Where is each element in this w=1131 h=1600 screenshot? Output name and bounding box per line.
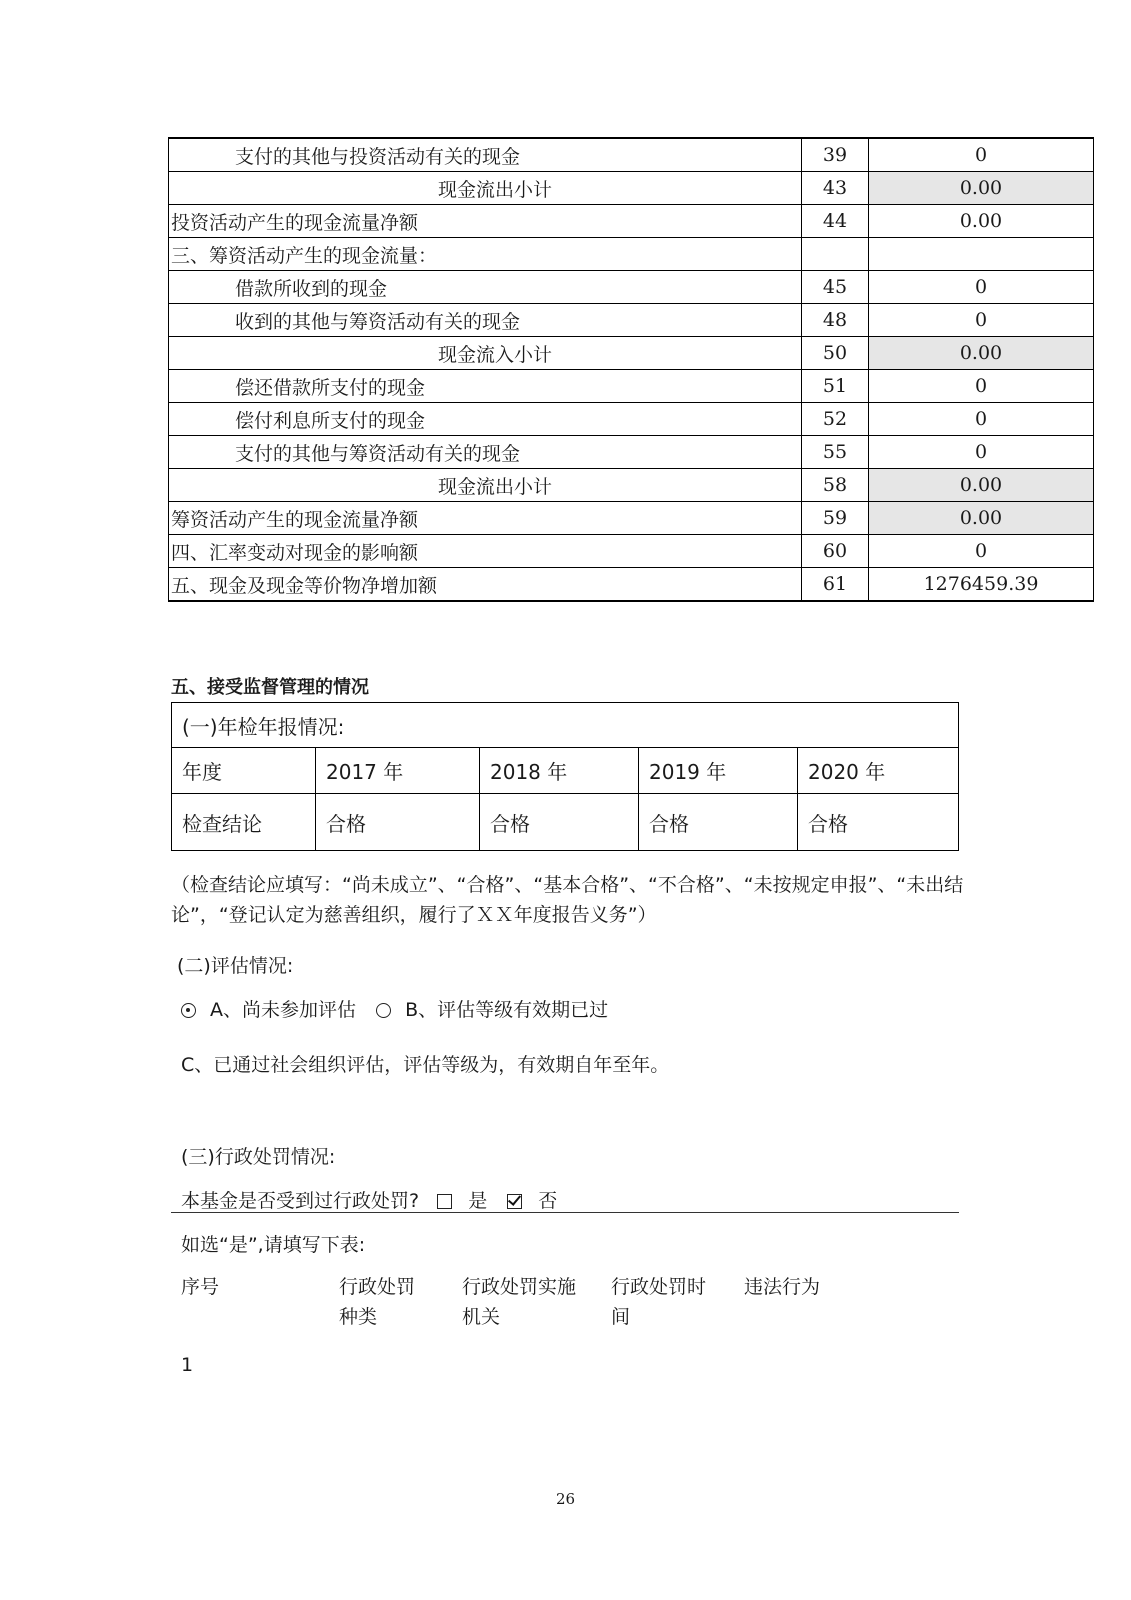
- cash-flow-amount: 0.00: [869, 172, 1094, 205]
- no-checkbox-icon[interactable]: [507, 1194, 522, 1209]
- cash-flow-row: [169, 568, 1094, 602]
- penalty-col-header: [462, 1272, 576, 1332]
- cash-flow-amount: 0: [869, 535, 1094, 568]
- cash-flow-amount: 0: [869, 304, 1094, 337]
- cash-flow-line-number: 43: [802, 172, 869, 205]
- option-a-label: A、尚未参加评估: [210, 999, 357, 1021]
- cash-flow-amount: 0.00: [869, 469, 1094, 502]
- cash-flow-row: [169, 337, 1094, 370]
- cash-flow-item-label: 借款所收到的现金: [169, 271, 802, 304]
- cash-flow-item-label: 五、现金及现金等价物净增加额: [169, 568, 802, 602]
- cash-flow-item-label: 现金流出小计: [169, 469, 802, 502]
- col-line: 行政处罚实施: [462, 1276, 577, 1298]
- cash-flow-item-label: 偿付利息所支付的现金: [169, 403, 802, 436]
- cash-flow-item-label: 偿还借款所支付的现金: [169, 370, 802, 403]
- option-b-radio-icon[interactable]: [376, 1003, 391, 1018]
- cash-flow-row: [169, 304, 1094, 337]
- year-header: 年度: [172, 748, 316, 794]
- col-line: 间: [611, 1306, 631, 1328]
- cash-flow-line-number: 45: [802, 271, 869, 304]
- cash-flow-amount: [869, 238, 1094, 271]
- cash-flow-amount: 0.00: [869, 205, 1094, 238]
- cash-flow-line-number: 50: [802, 337, 869, 370]
- section-title: 五、接受监督管理的情况: [171, 677, 369, 698]
- cash-flow-item-label: 现金流入小计: [169, 337, 802, 370]
- cash-flow-row: [169, 403, 1094, 436]
- cash-flow-amount: 0: [869, 370, 1094, 403]
- cash-flow-item-label: 支付的其他与投资活动有关的现金: [169, 138, 802, 172]
- option-a-radio-icon[interactable]: [181, 1003, 196, 1018]
- result-cell: 合格: [639, 794, 798, 851]
- cash-flow-row: [169, 172, 1094, 205]
- result-cell: 合格: [480, 794, 639, 851]
- penalty-col-header: [181, 1272, 219, 1302]
- evaluation-options: [181, 995, 608, 1025]
- cash-flow-line-number: 55: [802, 436, 869, 469]
- yes-checkbox-icon[interactable]: [437, 1194, 452, 1209]
- col-line: 机关: [462, 1306, 501, 1328]
- cash-flow-row: [169, 370, 1094, 403]
- cash-flow-amount: 0: [869, 436, 1094, 469]
- year-cell: 2020 年: [798, 748, 959, 794]
- cash-flow-item-label: 支付的其他与筹资活动有关的现金: [169, 436, 802, 469]
- cash-flow-line-number: 58: [802, 469, 869, 502]
- cash-flow-item-label: 筹资活动产生的现金流量净额: [169, 502, 802, 535]
- result-header: 检查结论: [172, 794, 316, 851]
- col-line: 行政处罚: [339, 1276, 416, 1298]
- cash-flow-amount: 0.00: [869, 337, 1094, 370]
- cash-flow-line-number: 61: [802, 568, 869, 602]
- cash-flow-row: [169, 138, 1094, 172]
- penalty-caption: (三)行政处罚情况:: [181, 1146, 336, 1168]
- cash-flow-item-label: 收到的其他与筹资活动有关的现金: [169, 304, 802, 337]
- cash-flow-line-number: 59: [802, 502, 869, 535]
- year-cell: 2017 年: [316, 748, 480, 794]
- cash-flow-line-number: 51: [802, 370, 869, 403]
- cash-flow-item-label: 投资活动产生的现金流量净额: [169, 205, 802, 238]
- no-label: 否: [538, 1190, 558, 1212]
- cash-flow-item-label: 四、汇率变动对现金的影响额: [169, 535, 802, 568]
- cash-flow-amount: 0: [869, 403, 1094, 436]
- inspection-note: （检查结论应填写：“尚未成立”、“合格”、“基本合格”、“不合格”、“未按规定申报”、“未出结论”，“登记认定为慈善组织，履行了ＸＸ年度报告义务”）: [171, 874, 964, 926]
- penalty-col-header: [744, 1272, 820, 1302]
- col-line: 行政处罚时: [611, 1276, 707, 1298]
- cash-flow-amount: 0: [869, 271, 1094, 304]
- cash-flow-line-number: 39: [802, 138, 869, 172]
- penalty-col-header: [339, 1272, 415, 1332]
- col-line: 序号: [181, 1276, 220, 1298]
- yes-label: 是: [468, 1190, 488, 1212]
- year-cell: 2018 年: [480, 748, 639, 794]
- cash-flow-line-number: 44: [802, 205, 869, 238]
- cash-flow-row: [169, 238, 1094, 271]
- cash-flow-row: [169, 205, 1094, 238]
- penalty-row-number: 1: [181, 1354, 194, 1376]
- option-b-label: B、评估等级有效期已过: [405, 999, 609, 1021]
- penalty-question: 本基金是否受到过行政处罚?: [181, 1190, 420, 1212]
- cash-flow-item-label: 现金流出小计: [169, 172, 802, 205]
- cash-flow-line-number: 48: [802, 304, 869, 337]
- result-cell: 合格: [798, 794, 959, 851]
- cash-flow-row: [169, 469, 1094, 502]
- cash-flow-table: [168, 137, 1094, 602]
- cash-flow-row: [169, 271, 1094, 304]
- col-line: 种类: [339, 1306, 378, 1328]
- cash-flow-line-number: 52: [802, 403, 869, 436]
- penalty-instruction: 如选“是”,请填写下表:: [181, 1234, 366, 1256]
- year-cell: 2019 年: [639, 748, 798, 794]
- cash-flow-line-number: [802, 238, 869, 271]
- result-cell: 合格: [316, 794, 480, 851]
- annual-inspection-caption: (一)年检年报情况:: [172, 703, 959, 748]
- cash-flow-row: [169, 535, 1094, 568]
- cash-flow-amount: 0.00: [869, 502, 1094, 535]
- cash-flow-item-label: 三、筹资活动产生的现金流量：: [169, 238, 802, 271]
- evaluation-caption: (二)评估情况:: [177, 955, 294, 977]
- cash-flow-row: [169, 502, 1094, 535]
- page-number: 26: [555, 1490, 576, 1508]
- cash-flow-amount: 1276459.39: [869, 568, 1094, 602]
- penalty-col-header: [611, 1272, 706, 1332]
- cash-flow-line-number: 60: [802, 535, 869, 568]
- cash-flow-amount: 0: [869, 138, 1094, 172]
- option-c-text: C、已通过社会组织评估，评估等级为，有效期自年至年。: [181, 1054, 670, 1076]
- divider-line: [171, 1212, 959, 1213]
- annual-inspection-table: [171, 702, 959, 851]
- col-line: 违法行为: [744, 1276, 821, 1298]
- cash-flow-row: [169, 436, 1094, 469]
